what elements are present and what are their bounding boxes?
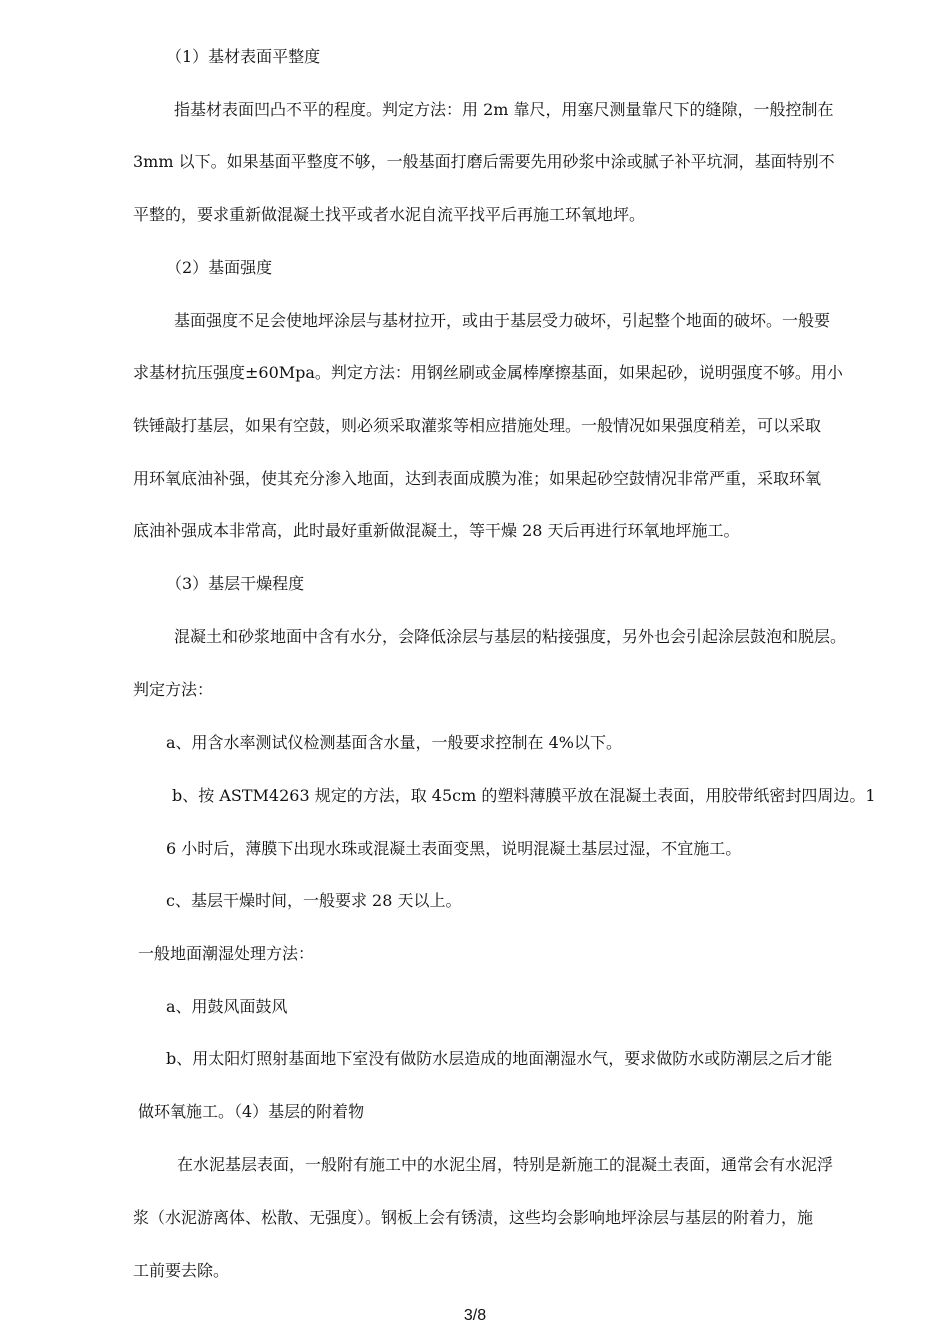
paragraph-line: 求基材抗压强度±60Mpa。判定方法：用钢丝刷或金属棒摩擦基面，如果起砂，说明强度不够。用小	[133, 363, 843, 382]
list-item-c: c、基层干燥时间，一般要求 28 天以上。	[166, 891, 462, 910]
paragraph-line: 浆（水泥游离体、松散、无强度）。钢板上会有锈渍，这些均会影响地坪涂层与基层的附着力，施	[133, 1208, 814, 1227]
paragraph-line: 平整的，要求重新做混凝土找平或者水泥自流平找平后再施工环氧地坪。	[133, 205, 646, 224]
list-item-a: a、用含水率测试仪检测基面含水量，一般要求控制在 4%以下。	[166, 733, 623, 752]
page-number: 3/8	[463, 1307, 487, 1324]
paragraph-line: 基面强度不足会使地坪涂层与基材拉开，或由于基层受力破坏，引起整个地面的破坏。一般要	[174, 311, 831, 330]
heading-base-strength: （2）基面强度	[166, 258, 273, 277]
paragraph-line: 在水泥基层表面，一般附有施工中的水泥尘屑，特别是新施工的混凝土表面，通常会有水泥浮	[177, 1155, 834, 1174]
list-item-b: b、用太阳灯照射基面地下室没有做防水层造成的地面潮湿水气，要求做防水或防潮层之后才能	[166, 1049, 833, 1068]
paragraph-line: 指基材表面凹凸不平的程度。判定方法：用 2m 靠尺，用塞尺测量靠尺下的缝隙，一般控制在	[174, 100, 834, 119]
list-item-a: a、用鼓风面鼓风	[166, 997, 288, 1016]
heading-base-dryness: （3）基层干燥程度	[166, 574, 305, 593]
list-item-b: b、按 ASTM4263 规定的方法，取 45cm 的塑料薄膜平放在混凝土表面，用胶带纸密封四周边。1	[172, 786, 876, 805]
heading-moisture-treatment: 一般地面潮湿处理方法：	[138, 944, 315, 963]
paragraph-line: 用环氧底油补强，使其充分渗入地面，达到表面成膜为准；如果起砂空鼓情况非常严重，采取环氧	[133, 469, 822, 488]
list-item-b-continued: 6 小时后，薄膜下出现水珠或混凝土表面变黑，说明混凝土基层过湿，不宜施工。	[166, 839, 742, 858]
list-item-b-continued: 做环氧施工。（4）基层的附着物	[138, 1102, 365, 1121]
paragraph-line: 底油补强成本非常高，此时最好重新做混凝土，等干燥 28 天后再进行环氧地坪施工。	[133, 521, 740, 540]
paragraph-line: 铁锤敲打基层，如果有空鼓，则必须采取灌浆等相应措施处理。一般情况如果强度稍差，可以采取	[133, 416, 822, 435]
paragraph-line: 混凝土和砂浆地面中含有水分，会降低涂层与基层的粘接强度，另外也会引起涂层鼓泡和脱层。	[174, 627, 847, 646]
heading-substrate-flatness: （1）基材表面平整度	[166, 47, 321, 66]
paragraph-line: 工前要去除。	[133, 1261, 230, 1280]
paragraph-line: 判定方法：	[133, 680, 214, 699]
paragraph-line: 3mm 以下。如果基面平整度不够，一般基面打磨后需要先用砂浆中涂或腻子补平坑洞，基面特别不	[133, 152, 835, 171]
